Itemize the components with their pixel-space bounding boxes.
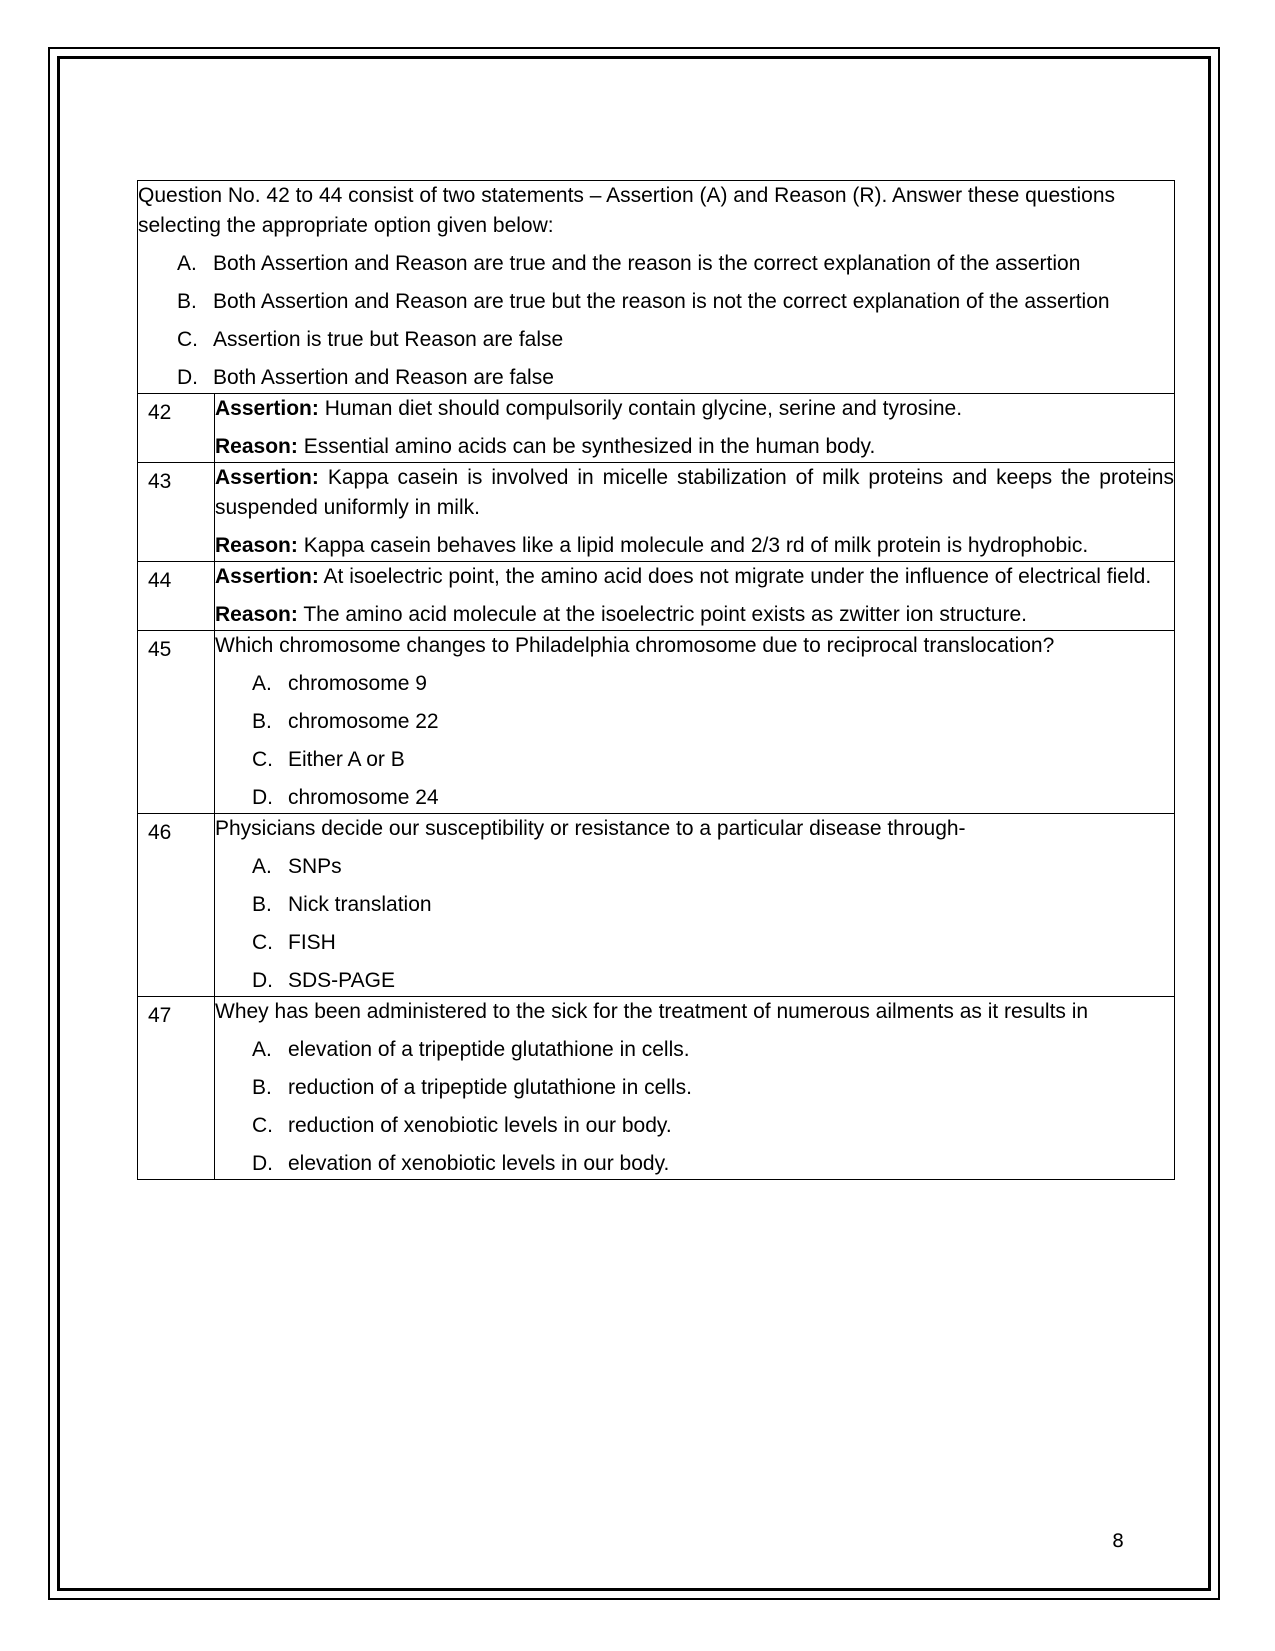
question-content [215, 562, 1175, 631]
instruction-option [177, 249, 1174, 279]
option-text: Nick translation [288, 893, 432, 916]
question-number-cell [138, 463, 215, 562]
answer-option [252, 745, 1174, 775]
instructions-row [138, 181, 1175, 394]
question-table [137, 180, 1175, 1180]
instructions-text: Question No. 42 to 44 consist of two statements – Assertion (A) and Reason (R). Answer these questions selecting the appropriate option given below: [138, 184, 1116, 237]
question-number: 45 [148, 638, 172, 661]
reason-text: Essential amino acids can be synthesized in the human body. [297, 435, 876, 458]
option-letter: B. [252, 710, 272, 733]
option-letter: A. [252, 855, 272, 878]
question-options [215, 669, 1174, 813]
reason-text: Kappa casein behaves like a lipid molecule and 2/3 rd of milk protein is hydrophobic. [297, 534, 1089, 557]
question-options [215, 1035, 1174, 1179]
answer-option [252, 669, 1174, 699]
assertion-statement [215, 562, 1174, 592]
question-number: 46 [148, 821, 172, 844]
question-number-cell [138, 814, 215, 997]
option-letter: A. [252, 1038, 272, 1061]
option-letter: A. [252, 672, 272, 695]
reason-statement [215, 531, 1174, 561]
option-text: chromosome 22 [288, 710, 439, 733]
option-letter: D. [252, 786, 273, 809]
question-row-42 [138, 394, 1175, 463]
option-letter: C. [252, 748, 273, 771]
answer-option [252, 852, 1174, 882]
assertion-statement [215, 463, 1174, 523]
assertion-text: Human diet should compulsorily contain glycine, serine and tyrosine. [318, 397, 963, 420]
answer-option [252, 1111, 1174, 1141]
question-row-44 [138, 562, 1175, 631]
question-number-cell [138, 394, 215, 463]
option-text: Both Assertion and Reason are false [213, 366, 554, 389]
question-options [215, 852, 1174, 996]
answer-option [252, 1073, 1174, 1103]
option-text: Assertion is true but Reason are false [213, 328, 564, 351]
assertion-label: Assertion: [215, 565, 319, 588]
option-letter: C. [177, 328, 198, 351]
question-row-45 [138, 631, 1175, 814]
option-letter: C. [252, 931, 273, 954]
option-letter: B. [177, 290, 197, 313]
question-number: 42 [148, 401, 172, 424]
question-number-cell [138, 631, 215, 814]
question-content [215, 463, 1175, 562]
reason-text: The amino acid molecule at the isoelectric point exists as zwitter ion structure. [297, 603, 1027, 626]
answer-option [252, 966, 1174, 996]
instruction-option [177, 325, 1174, 355]
question-row-46 [138, 814, 1175, 997]
instruction-option [177, 287, 1174, 317]
instructions-cell [138, 181, 1175, 394]
question-content [215, 394, 1175, 463]
question-row-47 [138, 997, 1175, 1180]
option-text: reduction of a tripeptide glutathione in cells. [288, 1076, 692, 1099]
page-number: 8 [1112, 1530, 1125, 1552]
reason-statement [215, 432, 1174, 462]
instruction-option [177, 363, 1174, 393]
question-content [215, 631, 1175, 814]
answer-option [252, 890, 1174, 920]
question-number: 47 [148, 1004, 172, 1027]
question-stem: Whey has been administered to the sick for the treatment of numerous ailments as it results in [215, 1000, 1089, 1023]
question-number: 43 [148, 470, 172, 493]
question-row-43 [138, 463, 1175, 562]
assertion-statement [215, 394, 1174, 424]
answer-option [252, 707, 1174, 737]
option-letter: C. [252, 1114, 273, 1137]
option-text: Both Assertion and Reason are true but the reason is not the correct explanation of the assertion [213, 290, 1110, 313]
option-text: Either A or B [288, 748, 405, 771]
question-number: 44 [148, 569, 172, 592]
assertion-label: Assertion: [215, 466, 319, 489]
instructions-options [138, 249, 1174, 393]
option-letter: A. [177, 252, 197, 275]
question-content [215, 997, 1175, 1180]
reason-statement [215, 600, 1174, 630]
reason-label: Reason: [215, 603, 298, 626]
reason-label: Reason: [215, 534, 298, 557]
option-text: FISH [288, 931, 336, 954]
option-text: elevation of a tripeptide glutathione in cells. [288, 1038, 690, 1061]
option-letter: D. [252, 969, 273, 992]
assertion-text: Kappa casein is involved in micelle stabilization of milk proteins and keeps the proteins suspended uniformly in milk. [215, 466, 1174, 519]
question-number-cell [138, 562, 215, 631]
option-text: SNPs [288, 855, 342, 878]
option-text: Both Assertion and Reason are true and the reason is the correct explanation of the assertion [213, 252, 1081, 275]
option-letter: B. [252, 893, 272, 916]
question-number-cell [138, 997, 215, 1180]
option-text: reduction of xenobiotic levels in our body. [288, 1114, 672, 1137]
question-stem: Physicians decide our susceptibility or resistance to a particular disease through- [215, 817, 966, 840]
question-stem: Which chromosome changes to Philadelphia chromosome due to reciprocal translocation? [215, 634, 1055, 657]
answer-option [252, 1035, 1174, 1065]
answer-option [252, 783, 1174, 813]
option-letter: D. [177, 366, 198, 389]
assertion-label: Assertion: [215, 397, 319, 420]
assertion-text: At isoelectric point, the amino acid does not migrate under the influence of electrical field. [318, 565, 1152, 588]
option-letter: D. [252, 1152, 273, 1175]
option-text: SDS-PAGE [288, 969, 395, 992]
option-text: chromosome 9 [288, 672, 427, 695]
question-content [215, 814, 1175, 997]
answer-option [252, 1149, 1174, 1179]
option-text: chromosome 24 [288, 786, 439, 809]
option-letter: B. [252, 1076, 272, 1099]
reason-label: Reason: [215, 435, 298, 458]
option-text: elevation of xenobiotic levels in our body. [288, 1152, 670, 1175]
answer-option [252, 928, 1174, 958]
